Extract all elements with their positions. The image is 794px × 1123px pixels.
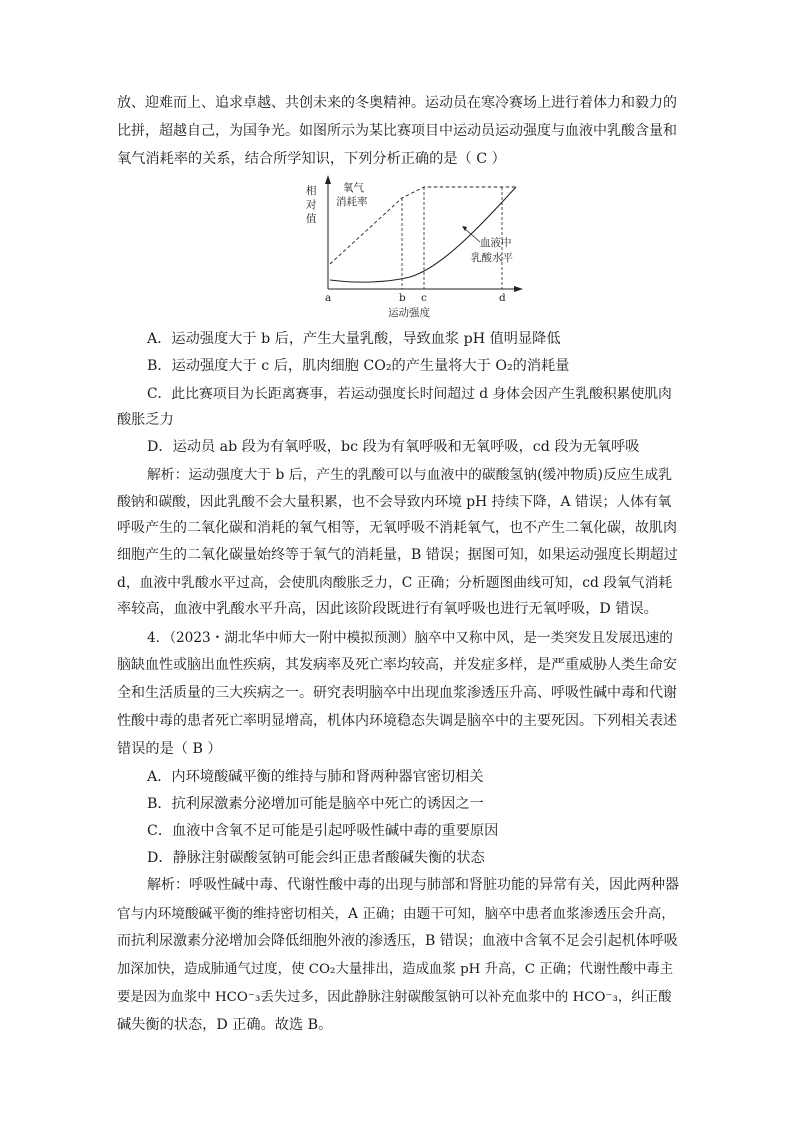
q3-analysis-line-2: 酸钠和碳酸，因此乳酸不会大量积累，也不会导致内环境 pH 持续下降，A 错误；人体有氧 (117, 494, 672, 510)
q3-option-c-line-1: C．此比赛项目为长距离赛事，若运动强度长时间超过 d 身体会因产生乳酸积累使肌肉 (147, 386, 672, 402)
lactate-label-line-2: 乳酸水平 (471, 252, 513, 264)
x-tick-b: b (399, 292, 406, 304)
q4-analysis-line-3: 而抗利尿激素分泌增加会降低细胞外液的渗透压，B 错误；血液中含氧不足会引起机体呼吸 (117, 933, 678, 949)
q4-stem-line-4: 性酸中毒的患者死亡率明显增高，机体内环境稳态失调是脑卒中的主要死因。下列相关表述 (117, 713, 677, 729)
q3-analysis-line-5: d，血液中乳酸水平过高，会使肌肉酸胀乏力，C 正确；分析题图曲线可知，cd 段氧气消耗 (117, 575, 673, 591)
q3-analysis-line-4: 细胞产生的二氧化碳量始终等于氧气的消耗量，B 错误；据图可知，如果运动强度长期超过 (117, 547, 678, 563)
q3-analysis-line-3: 呼吸产生的二氧化碳和消耗的氧气相等，无氧呼吸不消耗氧气，也不产生二氧化碳，故肌肉 (117, 520, 677, 536)
q3-figure (290, 172, 530, 322)
q3-stem-line-2: 比拼，超越自己，为国争光。如图所示为某比赛项目中运动员运动强度与血液中乳酸含量和 (117, 123, 677, 139)
y-label-char-3: 值 (306, 213, 317, 225)
lactate-label-line-1: 血液中 (480, 237, 512, 249)
q4-analysis-line-4: 加深加快，造成肺通气过度，使 CO₂大量排出，造成血浆 pH 升高，C 正确；代谢性酸中毒主 (117, 962, 674, 977)
q3-analysis-line-6: 率较高，血液中乳酸水平升高，因此该阶段既进行有氧呼吸也进行无氧呼吸，D 错误。 (117, 601, 658, 617)
x-tick-a: a (325, 292, 332, 304)
q3-stem-line-1: 放、迎难而上、追求卓越、共创未来的冬奥精神。运动员在寒冷赛场上进行着体力和毅力的 (117, 95, 677, 111)
q4-analysis-line-6: 碱失衡的状态，D 正确。故选 B。 (117, 1017, 333, 1033)
q4-analysis-line-1: 解析：呼吸性碱中毒、代谢性酸中毒的出现与肺部和肾脏功能的异常有关，因此两种器 (147, 877, 679, 893)
q4-option-a: A．内环境酸碱平衡的维持与肺和肾两种器官密切相关 (147, 769, 484, 785)
oxygen-label-line-2: 消耗率 (336, 196, 368, 208)
q4-option-c: C．血液中含氧不足可能是引起呼吸性碱中毒的重要原因 (147, 823, 499, 839)
x-tick-c: c (421, 292, 427, 304)
oxygen-label-line-1: 氧气 (343, 182, 364, 194)
q3-stem-line-3: 氧气消耗率的关系，结合所学知识，下列分析正确的是（ C ） (117, 151, 506, 167)
q3-option-b: B．运动强度大于 c 后，肌肉细胞 CO₂的产生量将大于 O₂的消耗量 (147, 358, 570, 374)
q3-option-a: A．运动强度大于 b 后，产生大量乳酸，导致血浆 pH 值明显降低 (147, 331, 561, 347)
x-axis-arrow (514, 286, 523, 292)
q4-analysis-line-5: 要是因为血浆中 HCO⁻₃丢失过多，因此静脉注射碳酸氢钠可以补充血浆中的 HCO⁻₃，纠正酸 (117, 990, 672, 1005)
q4-stem-line-3: 全和生活质量的三大疾病之一。研究表明脑卒中出现血浆渗透压升高、呼吸性碱中毒和代谢 (117, 685, 677, 701)
x-axis-label: 运动强度 (388, 307, 430, 319)
q4-option-b: B．抗利尿激素分泌增加可能是脑卒中死亡的诱因之一 (147, 796, 484, 812)
q3-analysis-line-1: 解析：运动强度大于 b 后，产生的乳酸可以与血液中的碳酸氢钠(缓冲物质)反应生成乳 (147, 467, 673, 483)
y-label-char-2: 对 (306, 199, 317, 211)
lactate-label-arrow (464, 228, 480, 242)
q4-stem-line-5: 错误的是（ B ） (117, 741, 222, 757)
y-label-char-1: 相 (306, 185, 317, 197)
q3-option-d: D．运动员 ab 段为有氧呼吸，bc 段为有氧呼吸和无氧呼吸，cd 段为无氧呼吸 (147, 439, 640, 455)
y-axis-arrow (325, 175, 331, 184)
q4-option-d: D．静脉注射碳酸氢钠可能会纠正患者酸碱失衡的状态 (147, 850, 485, 866)
x-tick-d: d (499, 292, 506, 304)
q3-option-c-line-2: 酸胀乏力 (117, 412, 174, 428)
q4-stem-line-1: 4．（2023・湖北华中师大一附中模拟预测）脑卒中又称中风，是一类突发且发展迅速的 (147, 630, 673, 646)
q4-analysis-line-2: 官与内环境酸碱平衡的维持密切相关，A 正确；由题干可知，脑卒中患者血浆渗透压会升高， (117, 906, 675, 922)
q4-stem-line-2: 脑缺血性或脑出血性疾病，其发病率及死亡率均较高，并发症多样，是严重威胁人类生命安 (117, 657, 677, 673)
